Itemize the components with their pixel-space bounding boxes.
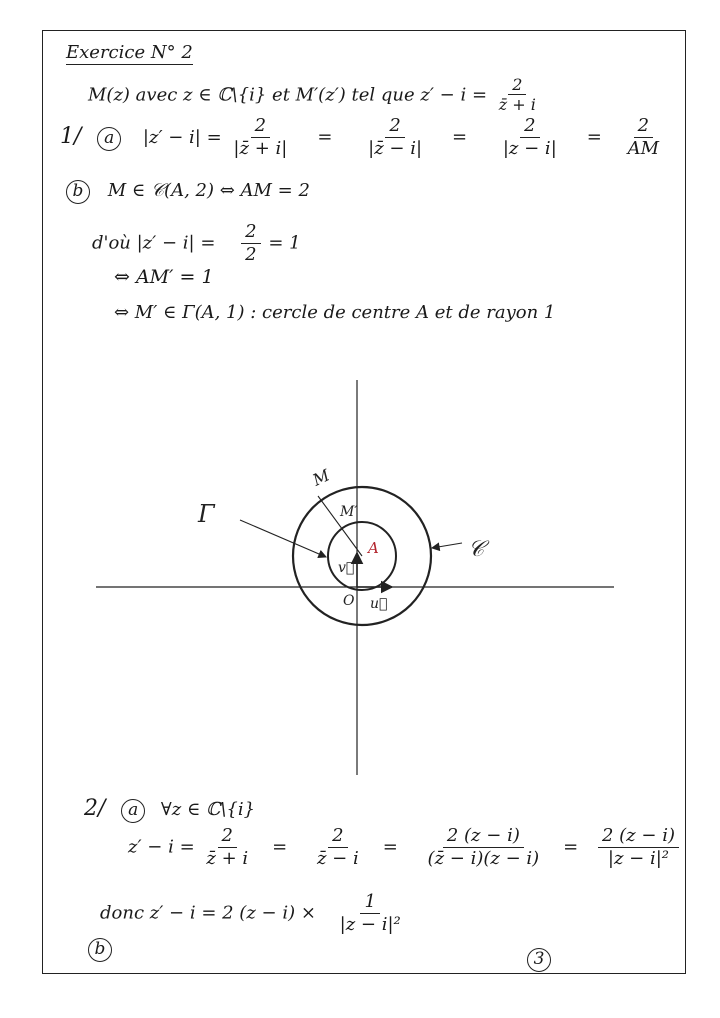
exercise-title: Exercice N° 2: [66, 42, 193, 63]
label-gamma: Γ: [198, 500, 215, 528]
c-pointer: [432, 543, 462, 548]
q2-e3-den: (z̄ − i)(z − i): [427, 847, 540, 869]
q2-e2-den: z̄ − i: [316, 847, 359, 869]
q1-part-b-marker: b: [66, 180, 90, 204]
q2-donc-text: donc z′ − i = 2 (z − i) ×: [100, 902, 316, 924]
q1-a-f1-num: 2: [251, 116, 270, 138]
q1-a-f2-den: |z̄ − i|: [368, 137, 423, 159]
gamma-pointer: [240, 520, 326, 557]
q2-donc-den: |z − i|²: [339, 913, 401, 935]
q2-part-b-marker: b: [88, 938, 112, 962]
q1-b2-post: = 1: [268, 232, 301, 254]
q1-a-f3-den: |z − i|: [502, 137, 557, 159]
q2-frac-1: [202, 826, 252, 869]
q1-b2-num: 2: [241, 222, 260, 244]
q2-e2-num: 2: [328, 826, 347, 848]
label-c: 𝒞: [468, 537, 485, 562]
page-number-circle: 3: [527, 948, 551, 972]
label-m-prime: M′: [340, 504, 358, 520]
q2-forall: ∀z ∈ ℂ\{i}: [160, 799, 256, 820]
q2-frac-4: [598, 826, 679, 869]
q1-b2-den: 2: [245, 243, 257, 265]
q1-part-a-marker: a: [97, 127, 121, 151]
q1-b1-text: M ∈ 𝒞(A, 2) ⇔ AM = 2: [107, 180, 310, 201]
q2-donc-num: 1: [360, 892, 379, 914]
q1-a-f4-num: 2: [634, 116, 653, 138]
q2-e4-den: |z − i|²: [607, 847, 670, 869]
q1-b2-pre: d'où |z′ − i| =: [92, 232, 216, 254]
q2-e1-num: 2: [218, 826, 237, 848]
intro-text: M(z) avec z ∈ ℂ\{i} et M′(z′) tel que z′ − i =: [88, 84, 488, 106]
q2-equation: z′ − i = $\frac{2}{z̄ + i}$ = $\frac{2}{z̄ - i}$ = $\frac{2 (z - i)}{(z̄ - i)(z - i)}$ = $\frac{2 (z - i)}{\text{|z − i|²}}$: [128, 826, 681, 869]
q2-donc-fraction: [336, 892, 405, 935]
q2-frac-2: [313, 826, 363, 869]
q1-a-f2-num: 2: [385, 116, 404, 138]
q2-e4-num: 2 (z − i): [598, 826, 679, 848]
q2-label: 2/: [84, 796, 106, 821]
label-u: u⃗: [370, 596, 388, 612]
label-o: O: [343, 593, 355, 609]
q1-line-b4: ⇔ M′ ∈ Γ(A, 1) : cercle de centre A et de rayon 1: [114, 302, 556, 323]
q2-line-a: [84, 796, 255, 823]
q2-part-b-line: [88, 938, 112, 962]
q1-a-lhs: |z′ − i| =: [142, 126, 222, 148]
q2-frac-3: [424, 826, 544, 869]
page-number: [527, 948, 551, 972]
q1-line-b3: ⇔ AM′ = 1: [114, 266, 214, 288]
q1-a-f1-den: |z̄ + i|: [233, 137, 288, 159]
label-m: M: [309, 465, 333, 490]
q1-line-a: 1/ a |z′ − i| = $\frac{2}{|z̄ + i|}$ = $\frac{2}{|z̄ - i|}$ = $\frac{2}{|z - i|}$ = $\frac{2}{AM}$: [60, 116, 665, 159]
q2-e3-num: 2 (z − i): [443, 826, 524, 848]
q1-label: 1/: [60, 123, 82, 149]
q2-eq-lhs: z′ − i =: [128, 836, 195, 858]
q1-a-f4-den: AM: [627, 137, 660, 159]
intro-frac-num: 2: [508, 76, 526, 95]
q1-a-f3-num: 2: [520, 116, 539, 138]
q2-donc-line: [100, 892, 407, 935]
label-v: v⃗: [338, 560, 355, 576]
q2-part-a-marker: a: [121, 799, 145, 823]
q2-e1-den: z̄ + i: [206, 847, 249, 869]
label-a: A: [368, 539, 379, 557]
intro-frac-den: z̄ + i: [498, 95, 536, 115]
